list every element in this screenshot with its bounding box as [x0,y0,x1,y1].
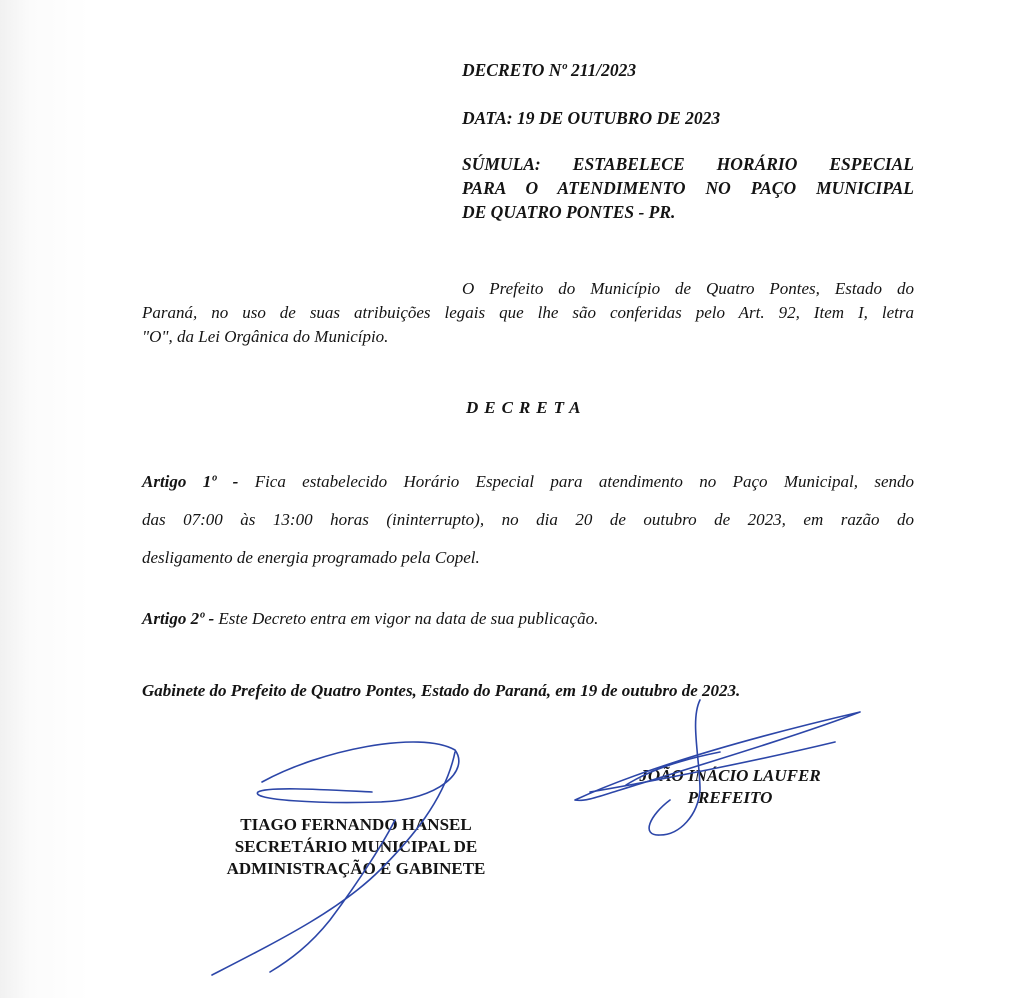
signature-block-mayor [600,765,860,809]
signature-block-secretary [196,814,516,880]
closing-statement: Gabinete do Prefeito de Quatro Pontes, Estado do Paraná, em 19 de outubro de 2023. [142,681,741,700]
preamble-line: "O", da Lei Orgânica do Município. [142,327,389,346]
decree-date: DATA: 19 DE OUTUBRO DE 2023 [462,108,721,128]
article-1-line: das 07:00 às 13:00 horas (ininterrupto), no dia 20 de outubro de 2023, em razão do [142,510,914,529]
article-1-line: desligamento de energia programado pela Copel. [142,548,480,567]
sumula [462,152,914,224]
article-2 [142,609,914,629]
decree-number: DECRETO Nº 211/2023 [462,60,637,80]
signatory-name: TIAGO FERNANDO HANSEL [240,815,472,834]
article-1-label: Artigo 1º - [142,472,239,491]
decreta-heading: DECRETA [466,398,587,417]
preamble-line: O Prefeito do Município de Quatro Pontes, Estado do [462,279,914,298]
article-1-line [142,463,914,501]
signatory-title: SECRETÁRIO MUNICIPAL DE [234,837,478,856]
signature-left-stroke [257,742,458,803]
article-2-text: Este Decreto entra em vigor na data de sua publicação. [218,609,599,628]
article-1 [142,463,914,577]
preamble-line: Paraná, no uso de suas atribuições legais que lhe são conferidas pelo Art. 92, Item I, letra [142,303,914,322]
preamble [142,277,914,349]
sumula-line: PARA O ATENDIMENTO NO PAÇO MUNICIPAL [462,178,914,198]
signatory-name: JOÃO INÁCIO LAUFER [639,766,821,785]
article-2-label: Artigo 2º - [142,609,215,628]
signatory-title: PREFEITO [687,788,773,807]
sumula-line: DE QUATRO PONTES - PR. [462,202,676,222]
signatory-title: ADMINISTRAÇÃO E GABINETE [226,859,486,878]
sumula-line: SÚMULA: ESTABELECE HORÁRIO ESPECIAL [462,154,914,174]
article-1-text: Fica estabelecido Horário Especial para atendimento no Paço Municipal, sendo [254,472,914,491]
